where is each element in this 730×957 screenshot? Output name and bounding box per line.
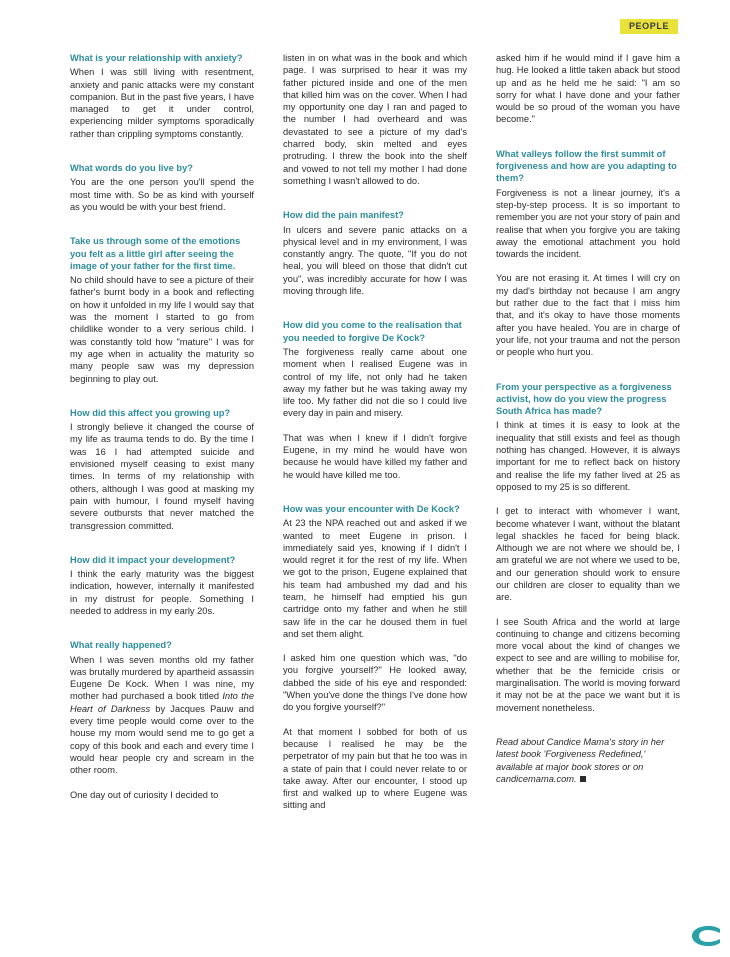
answer-paragraph: I see South Africa and the world at large continuing to change and citizens becoming more vocal about the kind of changes we expect to see and are willing to mobilise for, whether that be the femicide crisis or marginalisation. The world is moving forward it may not be at the pace we want but it is movement nonetheless. — [496, 616, 680, 713]
answer-paragraph: asked him if he would mind if I gave him a hug. He looked a little taken aback but stood up and as he held me he said: "I am so sorry for what I have done and your father would be so proud of the woman you have become." — [496, 53, 680, 125]
square-end-mark-icon — [580, 776, 586, 782]
answer-paragraph: You are the one person you'll spend the most time with. So be as kind with yourself as you would be with your best friend. — [70, 177, 254, 212]
question-heading: How did the pain manifest? — [283, 210, 404, 221]
question-heading: How did it impact your development? — [70, 554, 236, 565]
article-column-1 — [70, 52, 254, 801]
answer-paragraph — [70, 654, 254, 777]
question-heading: How did this affect you growing up? — [70, 407, 231, 418]
question-heading: What valleys follow the first summit of forgiveness and how are you adapting to them? — [496, 148, 677, 184]
answer-paragraph: listen in on what was in the book and which page. I was surprised to hear it was my father pictured inside and one of the men that killed him was on the cover. When I had my opportunity one day I ran and paged to the number I had overheard and was devastated to see a picture of my dad's charred body, skin melted and eyes protruding. I threw the book into the shelf and vowed to not tell my mother I had done something I wasn't allowed to do. — [283, 53, 467, 186]
book-title: Into the Heart of Darkness — [70, 691, 255, 714]
question-heading: How did you come to the realisation that you needed to forgive De Kock? — [283, 320, 462, 343]
answer-paragraph: I strongly believe it changed the course of my life as trauma tends to do. By the time I was 16 I had attempted suicide and envisioned myself ceasing to exist many times. In terms of my relationship with others, although I was good at masking my pain with humour, I found myself having severe outbursts that never matched the transgression committed. — [70, 422, 254, 531]
answer-paragraph: The forgiveness really came about one moment when I realised Eugene was in control of my life, not only had he taken away my father but he was taking away my life too. My father did not die so I could live every day in pain and misery. — [283, 346, 467, 419]
book-credit-text: Read about Candice Mama's story in her latest book 'Forgiveness Redefined,' available at major book stores or on candicemama.com. — [496, 736, 665, 784]
answer-paragraph: That was when I knew if I didn't forgive Eugene, in my mind he would have won because he would have killed my father and he would have killed me too. — [283, 432, 467, 480]
question-heading: What really happened? — [70, 640, 172, 651]
answer-paragraph: I think at times it is easy to look at the inequality that still exists and feel as though nothing has changed. However, it is always important for me to reflect back on history and realise the life my father lived at 25 as opposed to my 25 is so different. — [496, 420, 680, 492]
question-heading: What words do you live by? — [70, 163, 193, 174]
answer-text: When I was seven months old my father was brutally murdered by apartheid assassin Eugene De Kock. When I was nine, my mother had purchased a book titled — [70, 654, 254, 702]
answer-paragraph: At that moment I sobbed for both of us because I realised he may be the perpetrator of my pain but that he too was in a state of pain that I could never relate to or take away. After our encounter, I stood up first and walked up to where Eugene was sitting and — [283, 726, 467, 811]
answer-paragraph: One day out of curiosity I decided to — [70, 789, 219, 800]
answer-paragraph: At 23 the NPA reached out and asked if we wanted to meet Eugene in prison. I immediately said yes, knowing if I didn't I would regret it for the rest of my life. When we got to the prison, Eugene explained that his team had ambushed my dad and his team, he himself had emptied his gun cartridge onto my father and when he still saw life in the car he doused them in fuel and set them alight. — [283, 518, 467, 639]
question-heading: How was your encounter with De Kock? — [283, 503, 460, 514]
article-column-2 — [283, 52, 467, 812]
answer-paragraph: I think the early maturity was the biggest indication, however, internally it manifested in my distrust for people. Something I needed to address in my early 20s. — [70, 569, 254, 616]
answer-paragraph: When I was still living with resentment, anxiety and panic attacks were my constant companion. But in the past five years, I have managed to get it under control, experiencing milder symptoms sporadically rather than crippling symptoms constantly. — [70, 67, 254, 139]
question-heading: What is your relationship with anxiety? — [70, 53, 243, 63]
section-tag: PEOPLE — [620, 19, 678, 34]
answer-paragraph: I get to interact with whomever I want, become whatever I want, without the blatant legal shackles he faced for being black. Although we are not where we should be, I am grateful we are not where we used to be, and our generation should work to ensure our children are closer to equality than we are. — [496, 506, 680, 603]
book-credit — [496, 736, 680, 785]
answer-paragraph: I asked him one question which was, "do you forgive yourself?" He looked away, dabbed the side of his eye and responded: "When you've done the things I've done how do you forgive yourself?" — [283, 653, 467, 713]
answer-paragraph: In ulcers and severe panic attacks on a physical level and in my environment, I was constantly angry. The quote, "If you do not heal, you will bleed on those that didn't cut you", was incredibly accurate for how I was moving through life. — [283, 224, 467, 297]
answer-paragraph: You are not erasing it. At times I will cry on my dad's birthday not because I am angry but rather due to the fact that I miss him that, and it's okay to have those moments after you have healed. You are in charge of your life, not your trauma and not the person or people who hurt you. — [496, 273, 680, 358]
article-column-3 — [496, 52, 680, 797]
question-heading: Take us through some of the emotions you felt as a little girl after seeing the image of your father for the first time. — [70, 236, 241, 271]
answer-paragraph: Forgiveness is not a linear journey, it's a step-by-step process. It is so important to remember you are not your story of pain and realise that when you forgive you are taking away the emotional attachment you hold towards the incident. — [496, 187, 680, 260]
magazine-c-logo-icon — [690, 925, 724, 947]
question-heading: From your perspective as a forgiveness activist, how do you view the progress South Africa has made? — [496, 381, 672, 417]
answer-text: by Jacques Pauw and every time people would come over to the house my mom would send me to go get a copy of this book and each and every time I would hear people cry and scream in the other room. — [70, 703, 255, 776]
answer-paragraph: No child should have to see a picture of their father's burnt body in a book and reflecting on how it unfolded in my life I would say that was the moment I started to go from childlike wonder to a very serious child. I was constantly told how "mature" I was for my age when in actuality the maturity so many people saw was my depression beginning to play out. — [70, 275, 254, 384]
